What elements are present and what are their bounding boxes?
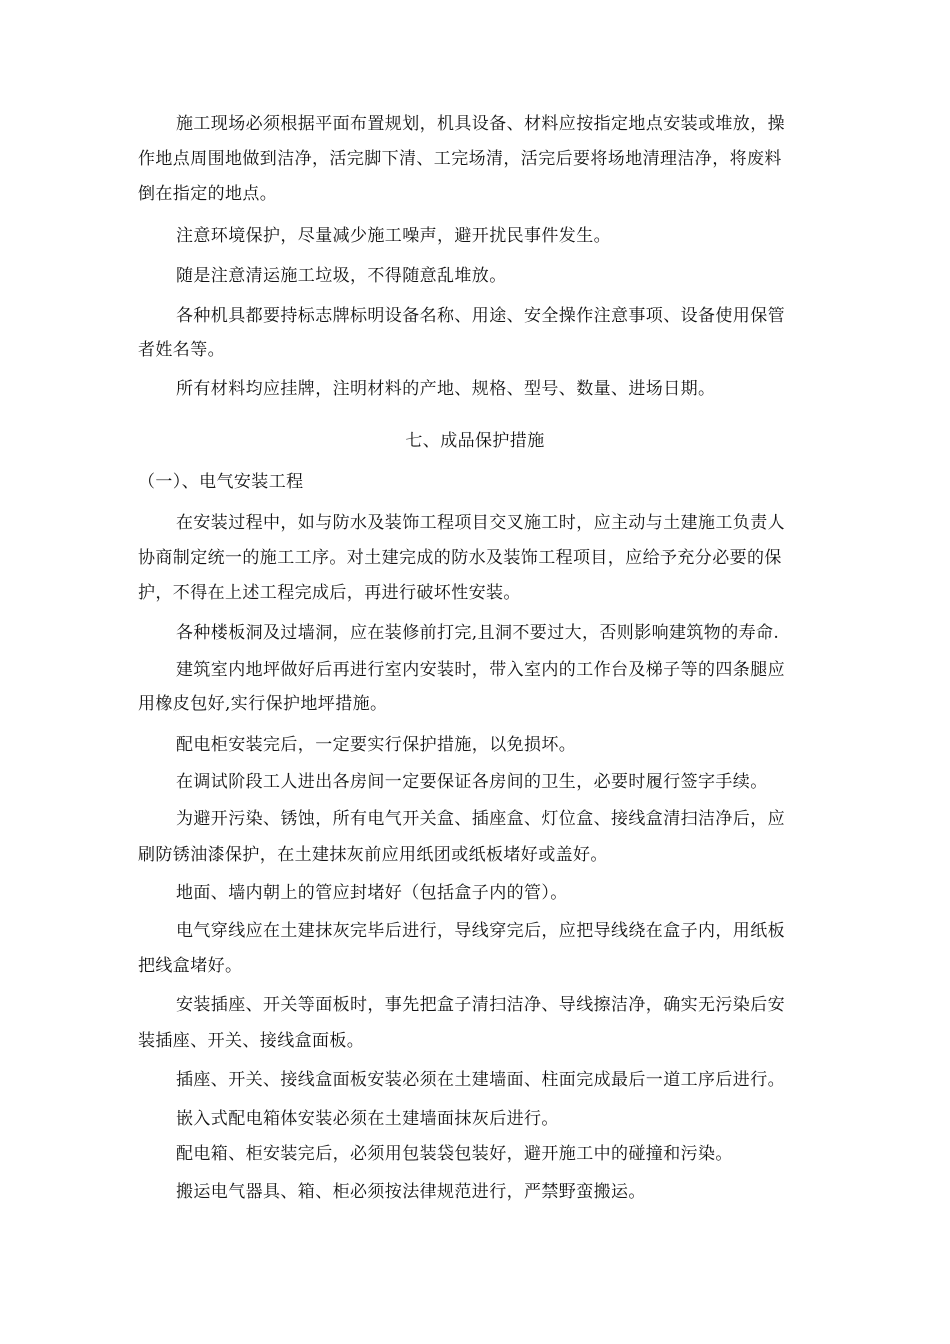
- paragraph-line: 在安装过程中，如与防水及装饰工程项目交叉施工时，应主动与土建施工负责人: [176, 513, 785, 533]
- paragraph-line: 各种楼板洞及过墙洞，应在装修前打完,且洞不要过大，否则影响建筑物的寿命.: [176, 623, 780, 643]
- paragraph-line: 用橡皮包好,实行保护地坪措施。: [138, 694, 388, 714]
- paragraph-line: 在调试阶段工人进出各房间一定要保证各房间的卫生，必要时履行签字手续。: [176, 772, 768, 792]
- paragraph-line: 协商制定统一的施工工序。对土建完成的防水及装饰工程项目，应给予充分必要的保: [138, 548, 782, 568]
- paragraph-line: 建筑室内地坪做好后再进行室内安装时，带入室内的工作台及梯子等的四条腿应: [176, 660, 785, 680]
- paragraph-line: 装插座、开关、接线盒面板。: [138, 1031, 365, 1051]
- paragraph-line: 地面、墙内朝上的管应封堵好（包括盒子内的管）。: [176, 883, 568, 903]
- paragraph-line: 电气穿线应在土建抹灰完毕后进行，导线穿完后，应把导线绕在盒子内，用纸板: [176, 921, 785, 941]
- paragraph-line: 安装插座、开关等面板时，事先把盒子清扫洁净、导线擦洁净，确实无污染后安: [176, 995, 785, 1015]
- paragraph-line: 所有材料均应挂牌，注明材料的产地、规格、型号、数量、进场日期。: [176, 379, 716, 399]
- paragraph-line: 刷防锈油漆保护，在土建抹灰前应用纸团或纸板堵好或盖好。: [138, 845, 608, 865]
- paragraph-line: 搬运电气器具、箱、柜必须按法律规范进行，严禁野蛮搬运。: [176, 1182, 646, 1202]
- paragraph-line: 注意环境保护，尽量减少施工噪声，避开扰民事件发生。: [176, 226, 611, 246]
- paragraph-line: 随是注意清运施工垃圾，不得随意乱堆放。: [176, 266, 507, 286]
- paragraph-line: 配电箱、柜安装完后，必须用包装袋包装好，避开施工中的碰撞和污染。: [176, 1144, 733, 1164]
- paragraph-line: 护，不得在上述工程完成后，再进行破坏性安装。: [138, 583, 521, 603]
- paragraph-line: 作地点周围地做到洁净，活完脚下清、工完场清，活完后要将场地清理洁净，将废料: [138, 149, 782, 169]
- subsection-title: （一）、电气安装工程: [138, 472, 304, 492]
- paragraph-line: 者姓名等。: [138, 340, 225, 360]
- paragraph-line: 嵌入式配电箱体安装必须在土建墙面抹灰后进行。: [176, 1109, 559, 1129]
- paragraph-line: 配电柜安装完后，一定要实行保护措施，以免损坏。: [176, 735, 577, 755]
- paragraph-line: 插座、开关、接线盒面板安装必须在土建墙面、柱面完成最后一道工序后进行。: [176, 1070, 785, 1090]
- paragraph-line: 为避开污染、锈蚀，所有电气开关盒、插座盒、灯位盒、接线盒清扫洁净后，应: [176, 809, 785, 829]
- section-title: 七、成品保护措施: [405, 431, 545, 451]
- paragraph-line: 把线盒堵好。: [138, 956, 243, 976]
- paragraph-line: 倒在指定的地点。: [138, 184, 278, 204]
- paragraph-line: 各种机具都要持标志牌标明设备名称、用途、安全操作注意事项、设备使用保管: [176, 306, 785, 326]
- paragraph-line: 施工现场必须根据平面布置规划，机具设备、材料应按指定地点安装或堆放，操: [176, 114, 785, 134]
